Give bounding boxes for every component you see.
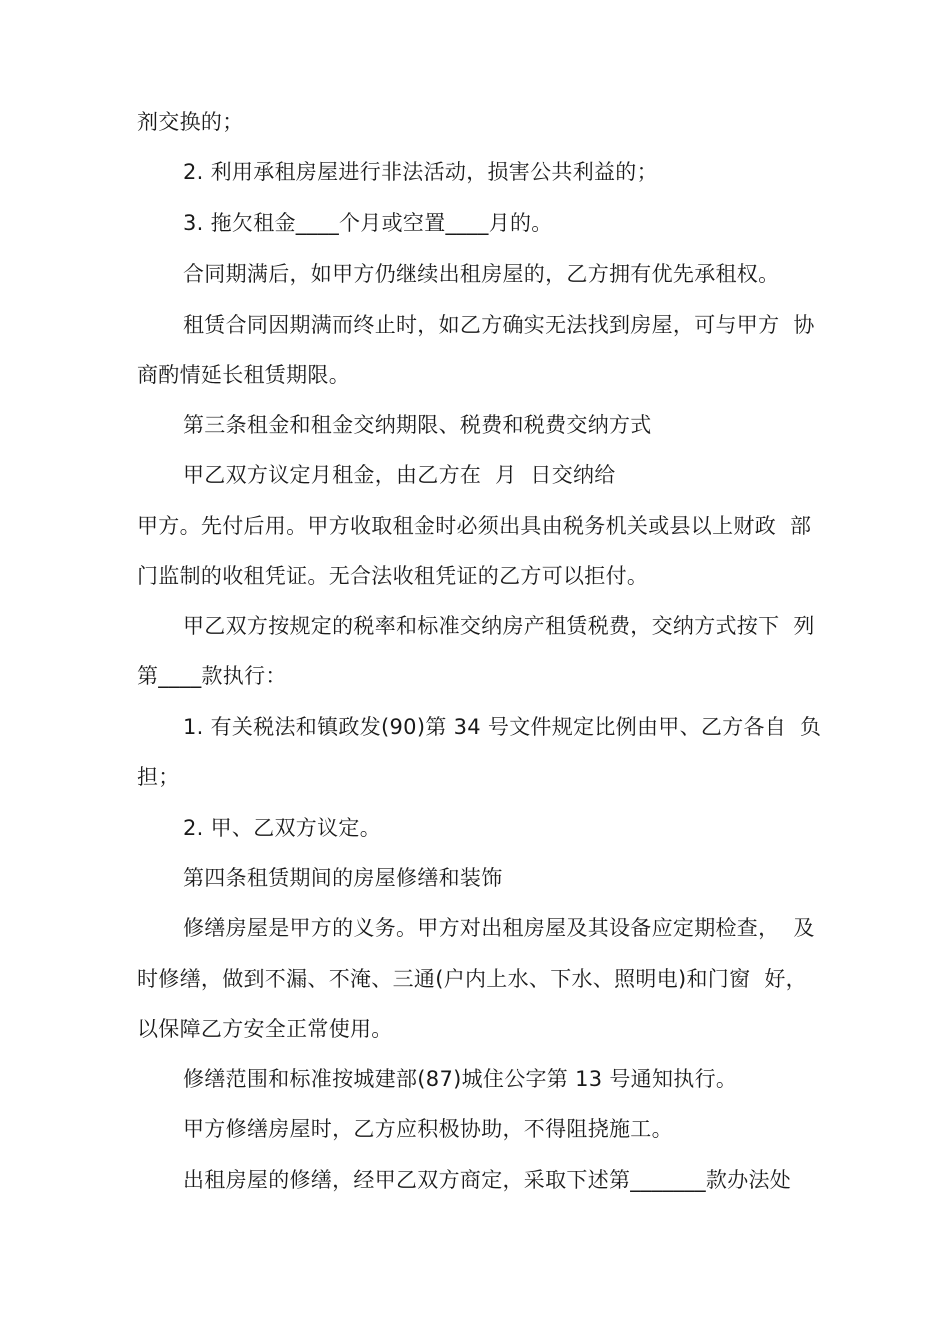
text-line: 3. 拖欠租金____个月或空置____月的。	[183, 211, 553, 235]
text-line: 修缮房屋是甲方的义务。甲方对出租房屋及其设备应定期检查， 及	[183, 916, 815, 940]
section-heading: 第四条租赁期间的房屋修缮和装饰	[183, 866, 503, 890]
text-line: 时修缮，做到不漏、不淹、三通(户内上水、下水、照明电)和门窗 好，	[137, 967, 807, 991]
text-line: 租赁合同因期满而终止时，如乙方确实无法找到房屋，可与甲方 协	[183, 313, 815, 337]
text-line: 商酌情延长租赁期限。	[137, 363, 350, 387]
text-line: 合同期满后，如甲方仍继续出租房屋的，乙方拥有优先承租权。	[183, 262, 780, 286]
text-line: 甲乙双方按规定的税率和标准交纳房产租赁税费，交纳方式按下 列	[183, 614, 815, 638]
text-line: 剂交换的；	[137, 110, 244, 134]
text-line: 甲乙双方议定月租金，由乙方在 月 日交纳给	[183, 463, 616, 487]
text-line: 以保障乙方安全正常使用。	[137, 1017, 393, 1041]
text-line: 担；	[137, 765, 180, 789]
section-heading: 第三条租金和租金交纳期限、税费和税费交纳方式	[183, 413, 652, 437]
text-line: 门监制的收租凭证。无合法收租凭证的乙方可以拒付。	[137, 564, 649, 588]
text-line: 第____款执行：	[137, 664, 287, 688]
text-line: 出租房屋的修缮，经甲乙双方商定，采取下述第_______款办法处	[183, 1168, 792, 1192]
text-line: 1. 有关税法和镇政发(90)第 34 号文件规定比例由甲、乙方各自 负	[183, 715, 822, 739]
text-line: 甲方修缮房屋时，乙方应积极协助，不得阻挠施工。	[183, 1117, 673, 1141]
text-line: 2. 甲、乙双方议定。	[183, 816, 382, 840]
text-line: 修缮范围和标准按城建部(87)城住公字第 13 号通知执行。	[183, 1067, 738, 1091]
text-line: 2. 利用承租房屋进行非法活动，损害公共利益的；	[183, 160, 658, 184]
text-line: 甲方。先付后用。甲方收取租金时必须出具由税务机关或县以上财政 部	[137, 514, 812, 538]
